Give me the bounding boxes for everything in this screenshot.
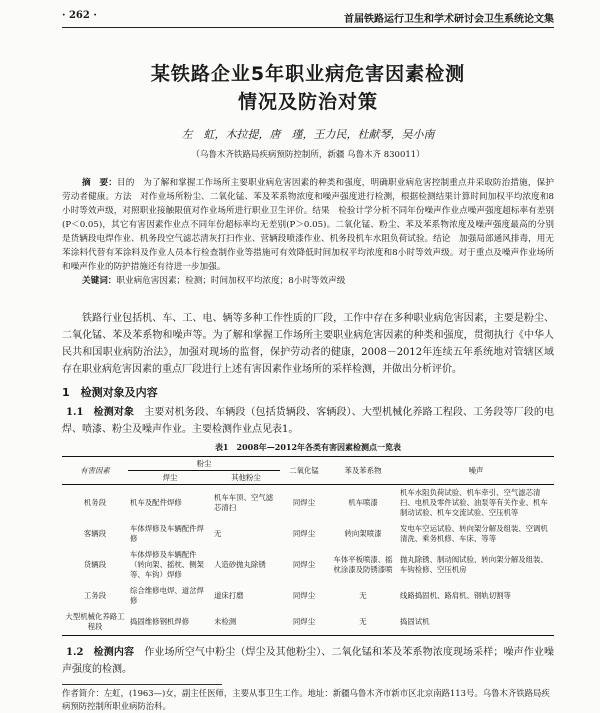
keywords: [62, 274, 554, 288]
keywords-label: 关键词：: [82, 276, 117, 286]
cell-mn: 同焊尘: [292, 591, 316, 600]
header-weld: 焊尘: [128, 471, 212, 485]
page-number: · 262 ·: [62, 10, 97, 21]
abstract-label: 摘 要：: [82, 178, 117, 188]
abstract: [62, 176, 554, 274]
cell-noise: 机车水阻负荷试验、机车牵引、空气滤芯清扫、电机及零件试验、油泵等有关作业、机车制动试验、机车交流试验、空压机等: [400, 488, 548, 517]
subsection-1-2-text: 作业场所空气中粉尘（焊尘及其他粉尘）、二氧化锰和苯及苯系物浓度现场采样；噪声作业噪声强度的检测。: [62, 647, 555, 675]
cell-mn: 同焊尘: [292, 560, 316, 569]
section-heading-1: 1 检测对象及内容: [62, 386, 158, 399]
cell-weld: 综合维修电焊、道岔焊修: [130, 586, 204, 605]
cell-unit: 工务段: [83, 591, 107, 600]
abstract-text: 目的 为了解和掌握工作场所主要职业病危害因素的种类和强度，明确职业病危害控制重点并采取防治措施，保护劳动者健康。方法 对作业场所粉尘、二氧化锰、苯及苯系物浓度和噪声强度进行检测，根据检测结果计算时间加权平均浓度和8小时等效声级，对照职业接触限值对作业场所进行职业卫生评价。结果 检验计学分析不同年份噪声作业点噪声强度超标率有差别(P＜0.05)，其它有害因素作业点不同年份超标率均无差别(P＞0.05)。二氧化锰、粉尘、苯及苯系物浓度及噪声强度最高的分别是货辆段电焊作业、机务段空气滤芯清灰打扫作业、营辆段喷漆作业、机务段机车水阻负荷试验。结论 加强局部通风排毒，用无苯涂料代替有苯涂料及作业人员本行检查制作业等措施可有效降低时间加权平均浓度和8小时等效声级。对于重点及噪声作业场所和噪声作业的防护措施还有待进一步加强。: [62, 178, 554, 272]
table-row: [62, 609, 554, 636]
cell-benzene: 车体平板喷漆、摇枕涂漆及防锈漆喷: [333, 555, 393, 574]
authors: 左 虹，木拉提，唐 瑾，王力民，杜献琴，吴小南: [181, 128, 435, 141]
cell-weld: 机车及配件焊修: [130, 498, 182, 507]
subsection-1-1-text: 主要对机务段、车辆段（包括货辆段、客辆段）、大型机械化养路工程段、工务段等厂段的电焊、喷漆、粉尘及噪声作业。主要检测作业点见表1。: [62, 407, 555, 435]
title-line-1: 某铁路企业5年职业病危害因素检测: [150, 63, 466, 85]
table-row: [62, 485, 554, 522]
introduction-paragraph: 铁路行业包括机、车、工、电、辆等多种工作性质的厂段，工作中存在多种职业病危害因素，主要是粉尘、二氧化锰、苯及苯系物和噪声等。为了解和掌握工作场所主要职业病危害因素的种类和强度，贯彻执行《中华人民共和国职业病防治法》，加强对现场的监督，保护劳动者的健康，2008－2012年连续五年系统地对管辖区域存在职业病危害因素的重点厂段进行上述有害因素作业场所的采样检测，并做出分析评价。: [62, 313, 554, 375]
subsection-1-1-label: 1.1 检测对象: [66, 407, 135, 418]
table-row: [62, 521, 554, 547]
subsection-1-2: [62, 644, 554, 678]
cell-mn: 同焊尘: [292, 617, 316, 626]
header-noise: 噪声: [398, 457, 554, 485]
cell-other-dust: 道床打磨: [214, 591, 244, 600]
cell-noise: 线路捣固机、路肩机、钢轨切割等: [400, 591, 511, 600]
hazard-table: [62, 456, 554, 636]
header-mn: 二氧化锰: [280, 457, 328, 485]
running-header: [62, 10, 554, 28]
cell-benzene: 无: [359, 617, 367, 626]
author-footnote: 作者简介：左虹，(1963—)女，副主任医师，主要从事卫生工作。地址：新疆乌鲁木齐市新市区北京南路113号。乌鲁木齐铁路局疾病预防控制所职业病防治科。: [62, 688, 550, 711]
article-title: [62, 60, 554, 116]
cell-mn: 同焊尘: [292, 529, 316, 538]
cell-other-dust: 未检测: [214, 617, 237, 626]
cell-weld: 车体焊修及车辆配件焊修: [130, 524, 204, 543]
cell-weld: 捣固维修钢机焊修: [130, 617, 190, 626]
cell-unit: 客辆段: [83, 529, 107, 538]
header-benzene: 苯及苯系物: [328, 457, 398, 485]
cell-other-dust: 机车车顶、空气滤芯清扫: [214, 493, 274, 512]
cell-benzene: 机车喷漆: [348, 498, 378, 507]
cell-noise: 发电车空运试验、转向架分解及组装、空调机清洗、乘务机修、车床、等等: [400, 524, 548, 543]
title-line-2: 情况及防治对策: [237, 91, 378, 113]
journal-name: 首届铁路运行卫生和学术研讨会卫生系统论文集: [344, 14, 554, 25]
cell-unit: 机务段: [83, 498, 107, 507]
affiliation: （乌鲁木齐铁路局疾病预防控制所，新疆 乌鲁木齐 830011）: [191, 150, 425, 160]
keywords-text: 职业病危害因素；检测；时间加权平均浓度；8小时等效声级: [116, 276, 346, 286]
table-row: [62, 547, 554, 583]
footnote-divider: [62, 684, 222, 685]
cell-weld: 车体焊修及车辆配件（转向架、摇枕、侧架等、车钩）焊修: [130, 550, 204, 579]
cell-benzene: 无: [359, 591, 367, 600]
cell-unit: 货辆段: [83, 560, 107, 569]
cell-mn: 同焊尘: [292, 498, 316, 507]
cell-benzene: 转向架喷漆: [344, 529, 382, 538]
table-caption: 表1 2008年—2012年各类有害因素检测点一览表: [214, 442, 402, 452]
cell-noise: 抛丸除锈、制动阀试验、转向架分解及组装、车钩检修、空压机房: [400, 555, 548, 574]
subsection-1-1: [62, 404, 554, 438]
cell-other-dust: 人造砂抛丸除锈: [214, 560, 266, 569]
table-header-row-1: [62, 457, 554, 471]
header-unit: 有害因素: [62, 457, 128, 485]
cell-noise: 捣固试机: [400, 617, 430, 626]
header-dust: 粉尘: [128, 457, 280, 471]
cell-unit: 大型机械化养路工程段: [65, 612, 125, 631]
header-other-dust: 其他粉尘: [212, 471, 280, 485]
cell-other-dust: 无: [214, 529, 222, 538]
subsection-1-2-label: 1.2 检测内容: [66, 647, 135, 658]
table-row: [62, 583, 554, 609]
